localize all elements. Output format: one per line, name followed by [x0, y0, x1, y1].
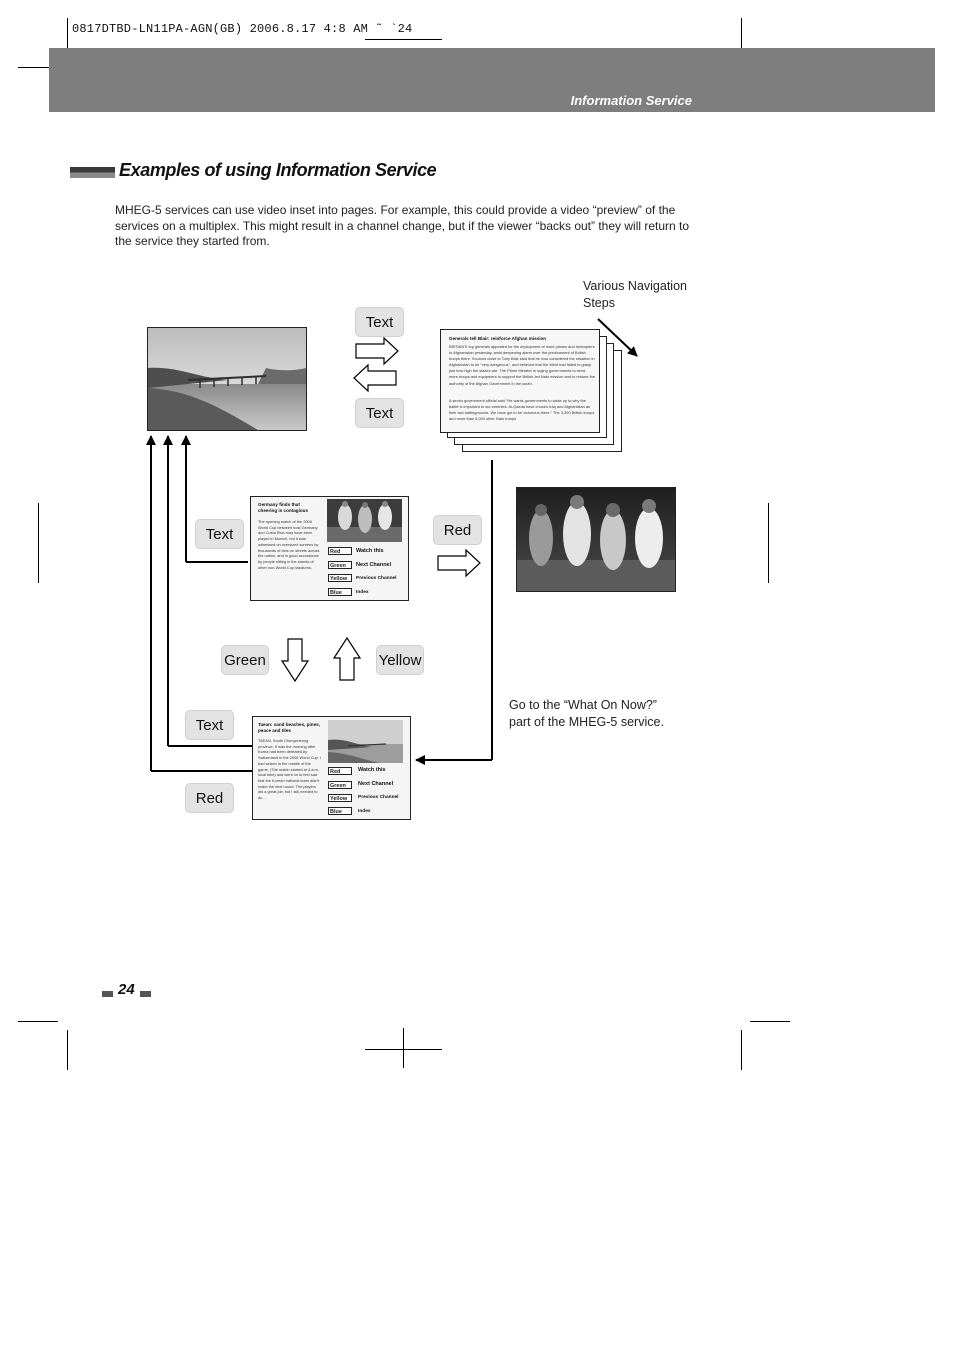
arrow-down-outline	[282, 639, 308, 681]
green-button[interactable]: Green	[221, 645, 269, 675]
arrow-right-outline	[356, 338, 398, 364]
card-menu-action[interactable]: Watch this	[356, 548, 384, 554]
football-photo	[516, 487, 676, 592]
card-green-key[interactable]: Green	[328, 781, 352, 789]
news-page-title: Generals tell Blair: reinforce Afghan mission	[449, 336, 547, 341]
card-menu-action[interactable]: Previous Channel	[356, 576, 397, 581]
arrow-right-outline	[438, 550, 480, 576]
card-menu-action[interactable]: Index	[356, 590, 369, 595]
print-header: 0817DTBD-LN11PA-AGN(GB) 2006.8.17 4:8 AM ˜ `24	[72, 22, 413, 36]
card-menu-action[interactable]: Previous Channel	[358, 795, 399, 800]
page-number-bar-right	[140, 991, 151, 997]
card-blue-key[interactable]: Blue	[328, 807, 352, 815]
text-button-bottom[interactable]: Text	[185, 710, 234, 740]
card-menu-action[interactable]: Next Channel	[358, 781, 394, 787]
news-page-paragraph: BRITAIN'S top generals appealed for the deployment of more planes and helicopters to Afghanistan yesterday, amid deepening alarm over the predicament of British troops there. Sources close to Tony Blair said that he now considered the situation in Afghanistan to be "very dangerous", and believed that the West had failed to grasp just how high the stakes are. The Prime Minister is urging governments to send more troops and equipment to support the British-led Nato mission and to restore the authority of the Afghan Government in the south.	[449, 344, 595, 386]
note-line: Steps	[583, 296, 615, 310]
page-title: Examples of using Information Service	[119, 160, 437, 180]
news-page-paragraph: A senior government official said "He wants governments to wake up to why the battle is important to our enemies. Al-Qaeda have chosen Iraq and Afghanistan as their two battlegrounds. We have got to be victorious there." The 3,300 British troops and more than 5,000 other Nato troops	[449, 398, 595, 422]
card-title: Taean: sand beaches, pines, peace and tiles	[258, 722, 320, 733]
card-body: TAEAN, South Chungcheong province. It was the morning after Korea had been defeated by Switzerland in the 2006 World Cup. I had woken in the middle of the game. (The match started at 4 a.m., local time) and went on to feel sad that the Korean national team didn't make the next round. The players did a great job, but I still needed to do ...	[258, 738, 322, 801]
card-menu-action[interactable]: Next Channel	[356, 562, 392, 568]
card-red-key[interactable]: Red	[328, 547, 352, 555]
football-thumbnail	[327, 499, 402, 542]
card-red-key[interactable]: Red	[328, 767, 352, 775]
page-number-bar-left	[102, 991, 113, 997]
card-blue-key[interactable]: Blue	[328, 588, 352, 596]
beach-thumbnail	[328, 720, 403, 763]
navigation-steps-note	[583, 278, 687, 312]
card-menu-action[interactable]: Index	[358, 809, 371, 814]
text-button-left[interactable]: Text	[195, 519, 244, 549]
section-label: Information Service	[570, 93, 692, 108]
note-line: Various Navigation	[583, 279, 687, 293]
text-button-mid[interactable]: Text	[355, 398, 404, 428]
card-yellow-key[interactable]: Yellow	[328, 794, 352, 802]
note-line: part of the MHEG-5 service.	[509, 715, 664, 729]
text-button-top[interactable]: Text	[355, 307, 404, 337]
red-button-right[interactable]: Red	[433, 515, 482, 545]
card-yellow-key[interactable]: Yellow	[328, 574, 352, 582]
arrow-left-outline	[354, 365, 396, 391]
yellow-button[interactable]: Yellow	[376, 645, 424, 675]
card-green-key[interactable]: Green	[328, 561, 352, 569]
card-menu-action[interactable]: Watch this	[358, 767, 386, 773]
what-on-now-note	[509, 697, 664, 731]
card-body: The opening match of the 2006 World Cup between host Germany and Costa Rica may have been played in Munich, but it was witnessed on oversized screens by thousands of fans on streets across the nation, and in good accordance by people sitting in the stands of other non-World Cup stadiums.	[258, 519, 320, 570]
bridge-photo	[147, 327, 307, 431]
page-number: 24	[118, 981, 135, 998]
arrow-up-outline	[334, 638, 360, 680]
note-line: Go to the “What On Now?”	[509, 698, 657, 712]
red-button-bottom[interactable]: Red	[185, 783, 234, 813]
card-title: Germany finds that cheering is contagious	[258, 502, 309, 513]
intro-paragraph: MHEG-5 services can use video inset into pages. For example, this could provide a video “preview” of the services on a multiplex. This might result in a channel change, but if the viewer “backs out” they will return to the service they started from.	[115, 203, 690, 248]
